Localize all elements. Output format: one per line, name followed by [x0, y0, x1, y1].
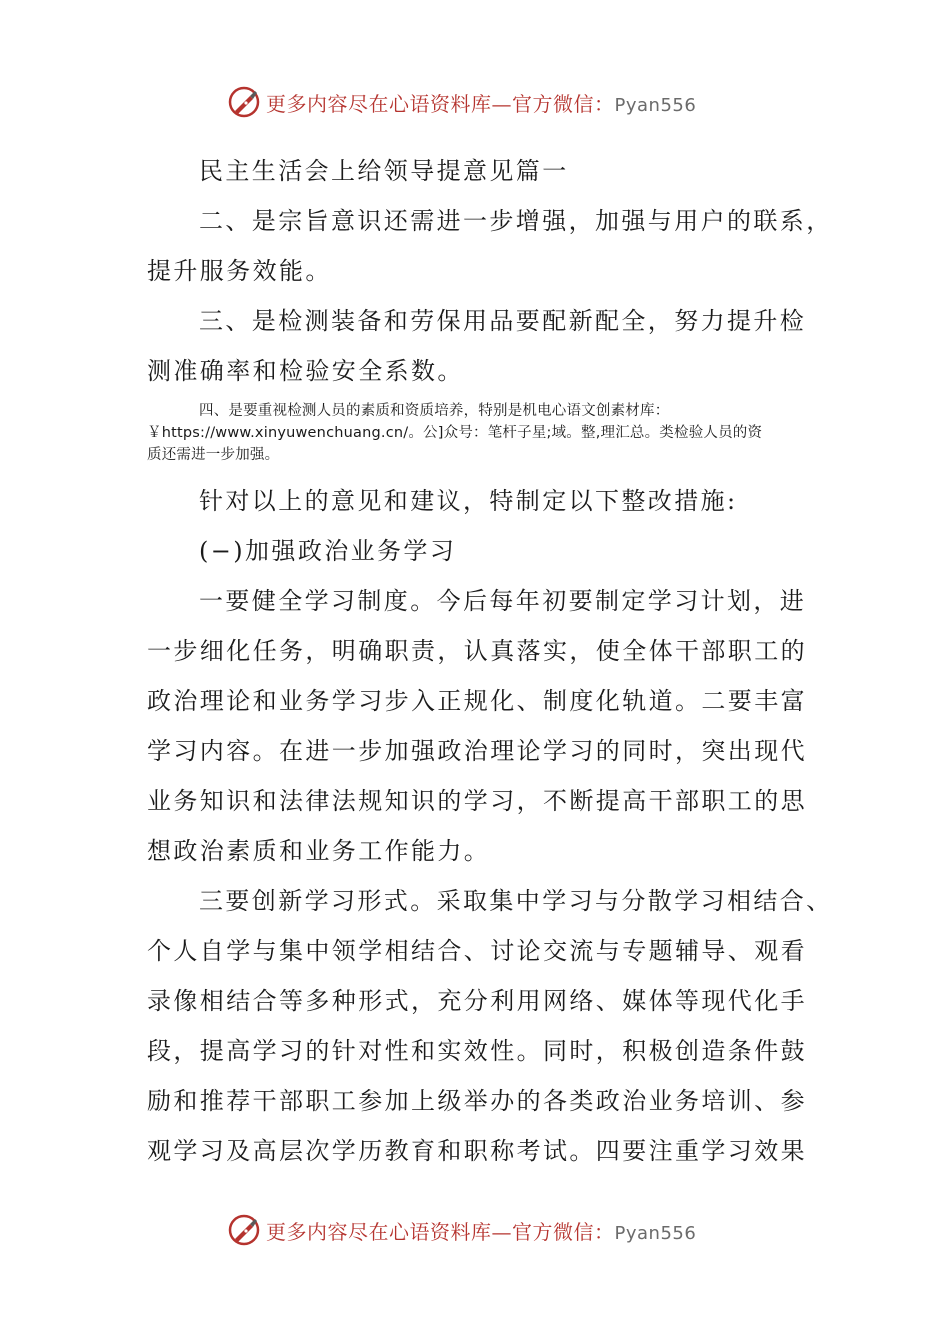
pen-nib-logo-icon [226, 1212, 262, 1248]
wechat-id: Pyan556 [614, 94, 697, 116]
paragraph-line: 录像相结合等多种形式，充分利用网络、媒体等现代化手 [147, 987, 807, 1015]
footer-banner [226, 1208, 696, 1252]
header-banner [226, 80, 696, 124]
paragraph-line: 三要创新学习形式。采取集中学习与分散学习相结合、 [199, 887, 833, 915]
small-paragraph-line: 质还需进一步加强。 [147, 447, 280, 463]
paragraph-line: 个人自学与集中领学相结合、讨论交流与专题辅导、观看 [147, 937, 807, 965]
paragraph-line: 一步细化任务，明确职责，认真落实，使全体干部职工的 [147, 637, 807, 665]
document-body [147, 146, 833, 1176]
paragraph-line: 二、是宗旨意识还需进一步增强，加强与用户的联系， [199, 207, 833, 235]
section-heading: (−)加强政治业务学习 [199, 537, 457, 565]
document-title: 民主生活会上给领导提意见篇一 [199, 157, 569, 185]
paragraph-line: 励和推荐干部职工参加上级举办的各类政治业务培训、参 [147, 1087, 807, 1115]
paragraph-line: 针对以上的意见和建议，特制定以下整改措施: [199, 487, 738, 515]
small-paragraph [147, 400, 817, 466]
pen-nib-logo-icon [226, 84, 262, 120]
wechat-id: Pyan556 [614, 1222, 697, 1244]
paragraph-line: 测准确率和检验安全系数。 [147, 357, 464, 385]
paragraph-line: 学习内容。在进一步加强政治理论学习的同时，突出现代 [147, 737, 807, 765]
banner-text: 更多内容尽在心语资料库—官方微信：Pyan556 [266, 1219, 697, 1244]
paragraph-line: 政治理论和业务学习步入正规化、制度化轨道。二要丰富 [147, 687, 807, 715]
paragraph-line: 观学习及高层次学历教育和职称考试。四要注重学习效果 [147, 1137, 807, 1165]
paragraph-line: 提升服务效能。 [147, 257, 332, 285]
banner-text: 更多内容尽在心语资料库—官方微信：Pyan556 [266, 91, 697, 116]
paragraph-line: 三、是检测装备和劳保用品要配新配全，努力提升检 [199, 307, 807, 335]
paragraph-line: 一要健全学习制度。今后每年初要制定学习计划，进 [199, 587, 807, 615]
paragraph-line: 业务知识和法律法规知识的学习，不断提高干部职工的思 [147, 787, 807, 815]
small-paragraph-line: ￥https://www.xinyuwenchuang.cn/。公]众号：笔杆子星;域。整,理汇总。类检验人员的资 [147, 425, 763, 441]
paragraph-line: 想政治素质和业务工作能力。 [147, 837, 491, 865]
small-paragraph-line: 四、是要重视检测人员的素质和资质培养，特别是机电心语文创素材库： [199, 403, 670, 419]
paragraph-line: 段，提高学习的针对性和实效性。同时，积极创造条件鼓 [147, 1037, 807, 1065]
